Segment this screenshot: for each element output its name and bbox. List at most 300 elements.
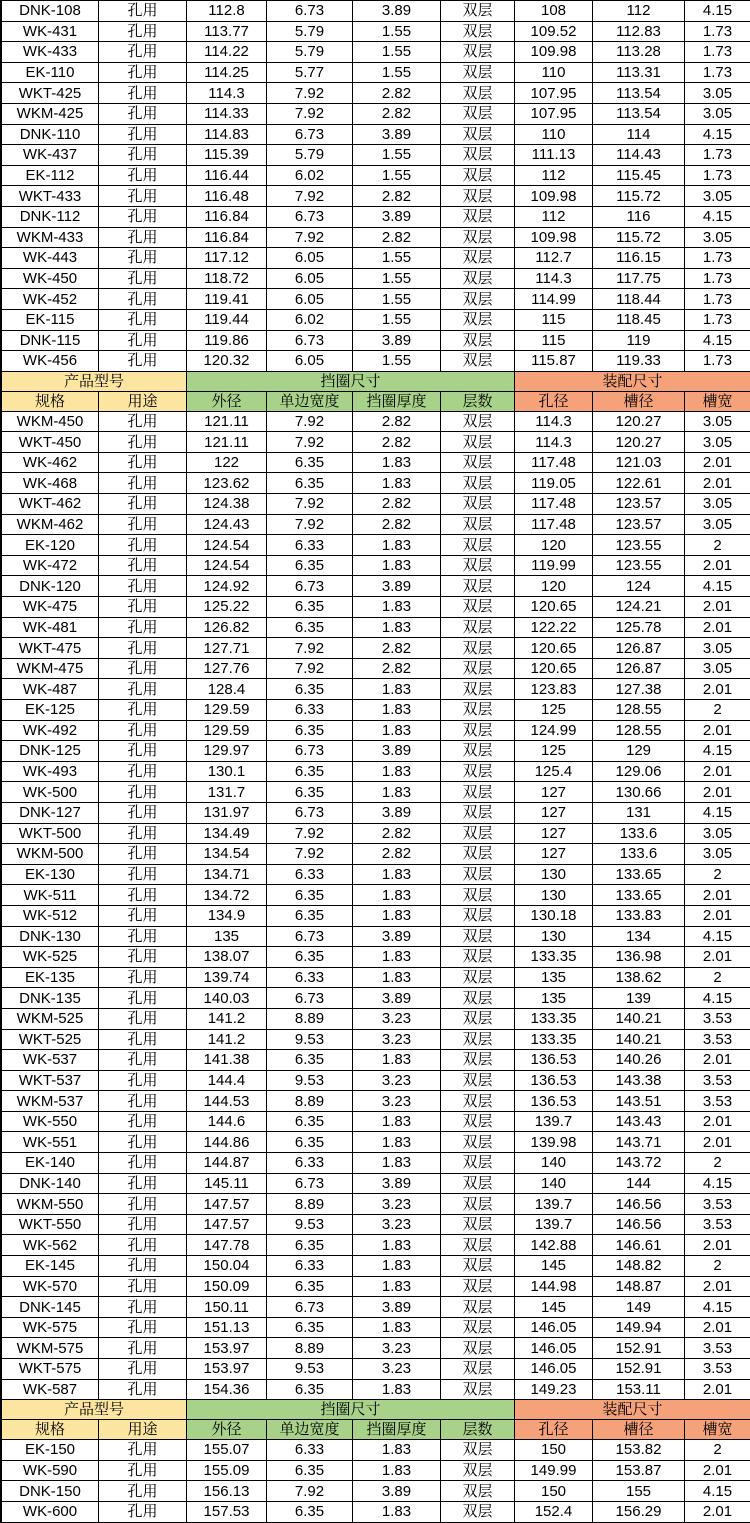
- table-cell-groove-width: 2.01: [685, 679, 750, 700]
- table-cell-groove-diameter: 136.98: [593, 947, 685, 968]
- table-cell-side-width: 6.35: [267, 1380, 353, 1401]
- column-header-bore-diameter: 孔径: [515, 1420, 593, 1440]
- table-cell-side-width: 8.89: [267, 1338, 353, 1359]
- column-header-spec: 规格: [2, 1420, 99, 1440]
- table-cell-ring-thickness: 2.82: [353, 844, 441, 865]
- column-header-spec: 规格: [2, 392, 99, 412]
- table-cell-bore-diameter: 130: [515, 865, 593, 886]
- table-cell-usage: 孔用: [99, 618, 187, 639]
- table-cell-groove-width: 2.01: [685, 1050, 750, 1071]
- table-cell-layers: 双层: [441, 659, 515, 680]
- table-cell-usage: 孔用: [99, 145, 187, 166]
- table-cell-side-width: 6.35: [267, 1112, 353, 1133]
- table-cell-bore-diameter: 142.88: [515, 1235, 593, 1256]
- table-cell-spec: WKT-475: [2, 638, 99, 659]
- table-cell-layers: 双层: [441, 638, 515, 659]
- table-cell-bore-diameter: 109.52: [515, 22, 593, 43]
- table-cell-spec: WKT-500: [2, 824, 99, 845]
- table-cell-usage: 孔用: [99, 1132, 187, 1153]
- table-cell-groove-diameter: 120.27: [593, 412, 685, 433]
- table-cell-ring-thickness: 1.83: [353, 762, 441, 783]
- table-cell-outer-diameter: 121.11: [187, 432, 267, 453]
- table-cell-groove-diameter: 153.87: [593, 1461, 685, 1482]
- table-cell-groove-width: 4.15: [685, 207, 750, 228]
- table-cell-layers: 双层: [441, 310, 515, 331]
- table-cell-usage: 孔用: [99, 1153, 187, 1174]
- table-cell-usage: 孔用: [99, 83, 187, 104]
- table-cell-outer-diameter: 153.97: [187, 1338, 267, 1359]
- table-cell-layers: 双层: [441, 269, 515, 290]
- table-cell-ring-thickness: 1.83: [353, 1318, 441, 1339]
- table-cell-ring-thickness: 3.89: [353, 741, 441, 762]
- table-cell-outer-diameter: 121.11: [187, 412, 267, 433]
- table-cell-ring-thickness: 3.23: [353, 1071, 441, 1092]
- table-cell-layers: 双层: [441, 1009, 515, 1030]
- table-cell-layers: 双层: [441, 947, 515, 968]
- table-cell-side-width: 8.89: [267, 1091, 353, 1112]
- table-cell-bore-diameter: 130: [515, 885, 593, 906]
- table-cell-ring-thickness: 3.89: [353, 803, 441, 824]
- table-cell-groove-width: 2.01: [685, 597, 750, 618]
- table-cell-groove-diameter: 113.28: [593, 42, 685, 63]
- table-cell-spec: WK-487: [2, 679, 99, 700]
- table-cell-side-width: 6.73: [267, 803, 353, 824]
- table-cell-spec: EK-150: [2, 1440, 99, 1461]
- table-cell-ring-thickness: 3.89: [353, 125, 441, 146]
- table-cell-side-width: 7.92: [267, 83, 353, 104]
- table-cell-groove-diameter: 112.83: [593, 22, 685, 43]
- table-cell-usage: 孔用: [99, 1359, 187, 1380]
- table-cell-groove-width: 3.05: [685, 494, 750, 515]
- table-cell-side-width: 6.35: [267, 721, 353, 742]
- table-cell-layers: 双层: [441, 42, 515, 63]
- table-cell-side-width: 9.53: [267, 1359, 353, 1380]
- table-cell-outer-diameter: 116.44: [187, 166, 267, 187]
- table-cell-spec: DNK-150: [2, 1481, 99, 1502]
- table-cell-side-width: 6.35: [267, 1277, 353, 1298]
- table-cell-groove-width: 2.01: [685, 453, 750, 474]
- table-cell-groove-width: 2.01: [685, 1235, 750, 1256]
- table-cell-ring-thickness: 2.82: [353, 186, 441, 207]
- table-cell-bore-diameter: 146.05: [515, 1318, 593, 1339]
- table-cell-usage: 孔用: [99, 104, 187, 125]
- table-cell-spec: WKT-525: [2, 1030, 99, 1051]
- table-cell-outer-diameter: 127.76: [187, 659, 267, 680]
- table-cell-bore-diameter: 149.23: [515, 1380, 593, 1401]
- table-cell-groove-diameter: 112: [593, 1, 685, 22]
- table-cell-bore-diameter: 145: [515, 1256, 593, 1277]
- table-cell-layers: 双层: [441, 1215, 515, 1236]
- table-cell-layers: 双层: [441, 968, 515, 989]
- table-cell-groove-width: 2: [685, 1256, 750, 1277]
- table-cell-ring-thickness: 1.55: [353, 166, 441, 187]
- table-cell-bore-diameter: 150: [515, 1481, 593, 1502]
- table-cell-layers: 双层: [441, 1297, 515, 1318]
- table-cell-outer-diameter: 120.32: [187, 351, 267, 372]
- table-cell-spec: EK-112: [2, 166, 99, 187]
- table-cell-spec: EK-140: [2, 1153, 99, 1174]
- group-header-ring-size: 挡圈尺寸: [187, 372, 515, 392]
- table-cell-layers: 双层: [441, 1050, 515, 1071]
- table-cell-spec: EK-125: [2, 700, 99, 721]
- table-cell-groove-width: 3.53: [685, 1194, 750, 1215]
- table-cell-spec: WK-525: [2, 947, 99, 968]
- table-cell-usage: 孔用: [99, 1009, 187, 1030]
- table-cell-ring-thickness: 3.89: [353, 1, 441, 22]
- table-cell-spec: WK-492: [2, 721, 99, 742]
- table-cell-groove-diameter: 117.75: [593, 269, 685, 290]
- table-cell-groove-diameter: 124.21: [593, 597, 685, 618]
- table-cell-bore-diameter: 114.3: [515, 432, 593, 453]
- table-cell-bore-diameter: 133.35: [515, 1009, 593, 1030]
- table-cell-ring-thickness: 2.82: [353, 638, 441, 659]
- table-cell-side-width: 6.73: [267, 741, 353, 762]
- table-cell-groove-width: 1.73: [685, 22, 750, 43]
- table-cell-layers: 双层: [441, 1277, 515, 1298]
- table-cell-side-width: 9.53: [267, 1071, 353, 1092]
- table-cell-groove-width: 4.15: [685, 1297, 750, 1318]
- table-cell-outer-diameter: 150.09: [187, 1277, 267, 1298]
- table-cell-bore-diameter: 127: [515, 803, 593, 824]
- table-cell-bore-diameter: 108: [515, 1, 593, 22]
- table-cell-bore-diameter: 125: [515, 741, 593, 762]
- table-cell-layers: 双层: [441, 515, 515, 536]
- column-header-layers: 层数: [441, 1420, 515, 1440]
- table-cell-outer-diameter: 118.72: [187, 269, 267, 290]
- table-cell-side-width: 6.33: [267, 865, 353, 886]
- table-cell-usage: 孔用: [99, 1502, 187, 1523]
- table-cell-usage: 孔用: [99, 494, 187, 515]
- table-cell-spec: WKM-425: [2, 104, 99, 125]
- table-cell-bore-diameter: 135: [515, 968, 593, 989]
- table-cell-outer-diameter: 134.72: [187, 885, 267, 906]
- table-cell-usage: 孔用: [99, 844, 187, 865]
- table-cell-ring-thickness: 1.55: [353, 289, 441, 310]
- table-cell-ring-thickness: 1.83: [353, 1256, 441, 1277]
- table-cell-side-width: 6.35: [267, 782, 353, 803]
- table-cell-layers: 双层: [441, 331, 515, 352]
- table-cell-usage: 孔用: [99, 824, 187, 845]
- table-cell-outer-diameter: 114.83: [187, 125, 267, 146]
- table-cell-spec: WK-452: [2, 289, 99, 310]
- table-cell-side-width: 7.92: [267, 228, 353, 249]
- table-cell-spec: EK-120: [2, 535, 99, 556]
- table-cell-layers: 双层: [441, 906, 515, 927]
- column-header-ring-thickness: 挡圈厚度: [353, 392, 441, 412]
- table-cell-ring-thickness: 2.82: [353, 824, 441, 845]
- table-cell-ring-thickness: 3.89: [353, 988, 441, 1009]
- table-cell-side-width: 6.73: [267, 1, 353, 22]
- table-cell-side-width: 6.73: [267, 927, 353, 948]
- table-cell-groove-diameter: 146.61: [593, 1235, 685, 1256]
- table-cell-side-width: 6.35: [267, 618, 353, 639]
- table-cell-usage: 孔用: [99, 906, 187, 927]
- table-cell-groove-diameter: 153.11: [593, 1380, 685, 1401]
- table-cell-bore-diameter: 133.35: [515, 1030, 593, 1051]
- table-cell-groove-diameter: 119.33: [593, 351, 685, 372]
- table-cell-usage: 孔用: [99, 782, 187, 803]
- table-cell-usage: 孔用: [99, 63, 187, 84]
- table-cell-usage: 孔用: [99, 988, 187, 1009]
- table-cell-layers: 双层: [441, 1, 515, 22]
- table-cell-layers: 双层: [441, 1380, 515, 1401]
- table-cell-usage: 孔用: [99, 22, 187, 43]
- table-cell-groove-width: 3.53: [685, 1215, 750, 1236]
- table-cell-groove-width: 3.53: [685, 1030, 750, 1051]
- table-cell-groove-width: 4.15: [685, 125, 750, 146]
- table-cell-usage: 孔用: [99, 659, 187, 680]
- table-cell-usage: 孔用: [99, 700, 187, 721]
- table-cell-side-width: 6.02: [267, 310, 353, 331]
- table-cell-ring-thickness: 2.82: [353, 228, 441, 249]
- table-cell-spec: DNK-130: [2, 927, 99, 948]
- table-cell-groove-width: 2: [685, 700, 750, 721]
- table-cell-bore-diameter: 114.3: [515, 269, 593, 290]
- table-cell-outer-diameter: 144.4: [187, 1071, 267, 1092]
- table-cell-groove-width: 4.15: [685, 1, 750, 22]
- table-cell-groove-diameter: 113.54: [593, 83, 685, 104]
- table-cell-bore-diameter: 127: [515, 844, 593, 865]
- table-cell-ring-thickness: 1.83: [353, 618, 441, 639]
- table-cell-layers: 双层: [441, 762, 515, 783]
- table-cell-outer-diameter: 119.44: [187, 310, 267, 331]
- table-cell-outer-diameter: 144.6: [187, 1112, 267, 1133]
- table-cell-bore-diameter: 140: [515, 1153, 593, 1174]
- table-cell-layers: 双层: [441, 1461, 515, 1482]
- table-cell-ring-thickness: 1.83: [353, 679, 441, 700]
- table-cell-outer-diameter: 151.13: [187, 1318, 267, 1339]
- table-cell-groove-width: 1.73: [685, 248, 750, 269]
- table-cell-side-width: 6.73: [267, 125, 353, 146]
- table-cell-groove-width: 2.01: [685, 1277, 750, 1298]
- table-cell-bore-diameter: 127: [515, 782, 593, 803]
- column-header-side-width: 单边宽度: [267, 1420, 353, 1440]
- table-cell-usage: 孔用: [99, 865, 187, 886]
- table-cell-outer-diameter: 150.04: [187, 1256, 267, 1277]
- table-cell-side-width: 6.35: [267, 906, 353, 927]
- table-cell-usage: 孔用: [99, 927, 187, 948]
- column-header-side-width: 单边宽度: [267, 392, 353, 412]
- table-cell-side-width: 7.92: [267, 844, 353, 865]
- table-cell-spec: WK-600: [2, 1502, 99, 1523]
- table-cell-bore-diameter: 112.7: [515, 248, 593, 269]
- table-cell-spec: WKM-475: [2, 659, 99, 680]
- table-cell-bore-diameter: 130: [515, 927, 593, 948]
- table-cell-ring-thickness: 3.89: [353, 207, 441, 228]
- table-cell-bore-diameter: 120.65: [515, 597, 593, 618]
- table-cell-usage: 孔用: [99, 1318, 187, 1339]
- table-cell-bore-diameter: 125.4: [515, 762, 593, 783]
- table-cell-outer-diameter: 156.13: [187, 1481, 267, 1502]
- table-cell-spec: WKT-537: [2, 1071, 99, 1092]
- table-cell-usage: 孔用: [99, 638, 187, 659]
- table-cell-bore-diameter: 122.22: [515, 618, 593, 639]
- table-cell-groove-diameter: 123.55: [593, 556, 685, 577]
- group-header-fit-size: 装配尺寸: [515, 1400, 750, 1420]
- table-cell-spec: DNK-127: [2, 803, 99, 824]
- table-cell-bore-diameter: 120.65: [515, 659, 593, 680]
- table-cell-bore-diameter: 135: [515, 988, 593, 1009]
- table-cell-spec: WKT-575: [2, 1359, 99, 1380]
- table-cell-bore-diameter: 120: [515, 535, 593, 556]
- table-cell-side-width: 6.35: [267, 473, 353, 494]
- table-cell-spec: EK-115: [2, 310, 99, 331]
- table-cell-layers: 双层: [441, 1194, 515, 1215]
- table-cell-bore-diameter: 114.3: [515, 412, 593, 433]
- table-cell-side-width: 6.35: [267, 762, 353, 783]
- table-cell-side-width: 5.79: [267, 22, 353, 43]
- table-cell-layers: 双层: [441, 741, 515, 762]
- table-cell-groove-width: 3.53: [685, 1338, 750, 1359]
- table-cell-usage: 孔用: [99, 473, 187, 494]
- table-cell-side-width: 6.05: [267, 248, 353, 269]
- table-cell-bore-diameter: 109.98: [515, 228, 593, 249]
- table-cell-outer-diameter: 150.11: [187, 1297, 267, 1318]
- table-cell-outer-diameter: 155.07: [187, 1440, 267, 1461]
- table-cell-layers: 双层: [441, 1502, 515, 1523]
- table-cell-bore-diameter: 120.65: [515, 638, 593, 659]
- table-cell-bore-diameter: 109.98: [515, 42, 593, 63]
- table-cell-spec: EK-135: [2, 968, 99, 989]
- table-cell-ring-thickness: 3.23: [353, 1215, 441, 1236]
- table-cell-side-width: 8.89: [267, 1009, 353, 1030]
- table-cell-spec: WK-437: [2, 145, 99, 166]
- table-cell-groove-diameter: 126.87: [593, 659, 685, 680]
- table-cell-spec: WK-562: [2, 1235, 99, 1256]
- table-cell-outer-diameter: 134.49: [187, 824, 267, 845]
- table-cell-outer-diameter: 139.74: [187, 968, 267, 989]
- table-cell-spec: WKT-425: [2, 83, 99, 104]
- table-cell-groove-diameter: 133.83: [593, 906, 685, 927]
- table-cell-side-width: 7.92: [267, 186, 353, 207]
- table-cell-bore-diameter: 149.99: [515, 1461, 593, 1482]
- table-cell-ring-thickness: 3.89: [353, 1297, 441, 1318]
- table-cell-groove-width: 1.73: [685, 166, 750, 187]
- table-cell-groove-width: 3.05: [685, 412, 750, 433]
- table-cell-ring-thickness: 1.55: [353, 269, 441, 290]
- table-cell-side-width: 6.35: [267, 597, 353, 618]
- table-cell-spec: WK-493: [2, 762, 99, 783]
- table-cell-side-width: 6.05: [267, 269, 353, 290]
- table-cell-groove-width: 3.53: [685, 1009, 750, 1030]
- table-cell-outer-diameter: 124.54: [187, 556, 267, 577]
- table-cell-usage: 孔用: [99, 207, 187, 228]
- table-cell-groove-diameter: 143.38: [593, 1071, 685, 1092]
- table-cell-layers: 双层: [441, 83, 515, 104]
- table-cell-bore-diameter: 109.98: [515, 186, 593, 207]
- table-cell-spec: DNK-108: [2, 1, 99, 22]
- table-cell-spec: WK-433: [2, 42, 99, 63]
- table-cell-groove-diameter: 125.78: [593, 618, 685, 639]
- table-cell-outer-diameter: 134.54: [187, 844, 267, 865]
- table-cell-outer-diameter: 138.07: [187, 947, 267, 968]
- table-cell-groove-width: 3.05: [685, 186, 750, 207]
- table-cell-bore-diameter: 133.35: [515, 947, 593, 968]
- table-cell-groove-diameter: 143.71: [593, 1132, 685, 1153]
- table-cell-side-width: 6.35: [267, 556, 353, 577]
- table-cell-groove-diameter: 114.43: [593, 145, 685, 166]
- table-cell-outer-diameter: 144.53: [187, 1091, 267, 1112]
- table-cell-layers: 双层: [441, 1481, 515, 1502]
- table-cell-usage: 孔用: [99, 289, 187, 310]
- table-cell-side-width: 6.35: [267, 885, 353, 906]
- table-cell-ring-thickness: 1.83: [353, 1153, 441, 1174]
- table-cell-bore-diameter: 115: [515, 310, 593, 331]
- table-cell-usage: 孔用: [99, 968, 187, 989]
- table-cell-usage: 孔用: [99, 1215, 187, 1236]
- table-cell-bore-diameter: 139.7: [515, 1215, 593, 1236]
- table-cell-bore-diameter: 110: [515, 63, 593, 84]
- table-cell-usage: 孔用: [99, 1256, 187, 1277]
- table-cell-bore-diameter: 139.7: [515, 1194, 593, 1215]
- table-cell-ring-thickness: 1.83: [353, 885, 441, 906]
- table-cell-spec: WK-512: [2, 906, 99, 927]
- group-header-product: 产品型号: [2, 1400, 187, 1420]
- table-cell-groove-diameter: 128.55: [593, 700, 685, 721]
- table-cell-spec: WKT-550: [2, 1215, 99, 1236]
- table-cell-side-width: 6.35: [267, 453, 353, 474]
- table-cell-usage: 孔用: [99, 125, 187, 146]
- table-cell-spec: WKM-537: [2, 1091, 99, 1112]
- table-cell-spec: WKT-462: [2, 494, 99, 515]
- table-cell-spec: WK-456: [2, 351, 99, 372]
- table-cell-groove-diameter: 146.56: [593, 1215, 685, 1236]
- table-cell-usage: 孔用: [99, 1481, 187, 1502]
- table-cell-side-width: 7.92: [267, 104, 353, 125]
- table-cell-outer-diameter: 114.22: [187, 42, 267, 63]
- table-cell-outer-diameter: 155.09: [187, 1461, 267, 1482]
- table-cell-usage: 孔用: [99, 1030, 187, 1051]
- table-cell-ring-thickness: 3.89: [353, 1174, 441, 1195]
- table-cell-ring-thickness: 1.83: [353, 1277, 441, 1298]
- table-cell-spec: WK-590: [2, 1461, 99, 1482]
- table-cell-layers: 双层: [441, 473, 515, 494]
- table-cell-groove-diameter: 115.45: [593, 166, 685, 187]
- table-cell-outer-diameter: 124.43: [187, 515, 267, 536]
- table-cell-groove-width: 2: [685, 535, 750, 556]
- table-cell-layers: 双层: [441, 207, 515, 228]
- table-cell-usage: 孔用: [99, 1338, 187, 1359]
- table-cell-ring-thickness: 3.23: [353, 1194, 441, 1215]
- table-cell-outer-diameter: 124.38: [187, 494, 267, 515]
- table-cell-layers: 双层: [441, 576, 515, 597]
- table-cell-layers: 双层: [441, 1174, 515, 1195]
- table-cell-ring-thickness: 1.83: [353, 1461, 441, 1482]
- table-cell-spec: WK-468: [2, 473, 99, 494]
- table-cell-ring-thickness: 1.83: [353, 1112, 441, 1133]
- table-cell-bore-diameter: 125: [515, 700, 593, 721]
- table-cell-bore-diameter: 124.99: [515, 721, 593, 742]
- table-cell-ring-thickness: 1.83: [353, 1502, 441, 1523]
- table-cell-spec: DNK-140: [2, 1174, 99, 1195]
- table-cell-layers: 双层: [441, 1112, 515, 1133]
- table-cell-spec: WK-475: [2, 597, 99, 618]
- table-cell-outer-diameter: 144.87: [187, 1153, 267, 1174]
- table-cell-groove-width: 2: [685, 1440, 750, 1461]
- table-cell-layers: 双层: [441, 412, 515, 433]
- table-cell-usage: 孔用: [99, 1, 187, 22]
- table-cell-groove-diameter: 133.6: [593, 844, 685, 865]
- table-cell-groove-diameter: 113.31: [593, 63, 685, 84]
- table-cell-ring-thickness: 2.82: [353, 659, 441, 680]
- table-cell-usage: 孔用: [99, 721, 187, 742]
- table-cell-outer-diameter: 141.2: [187, 1009, 267, 1030]
- table-cell-spec: EK-110: [2, 63, 99, 84]
- table-cell-groove-width: 4.15: [685, 576, 750, 597]
- table-cell-bore-diameter: 127: [515, 824, 593, 845]
- table-cell-layers: 双层: [441, 700, 515, 721]
- table-cell-side-width: 7.92: [267, 824, 353, 845]
